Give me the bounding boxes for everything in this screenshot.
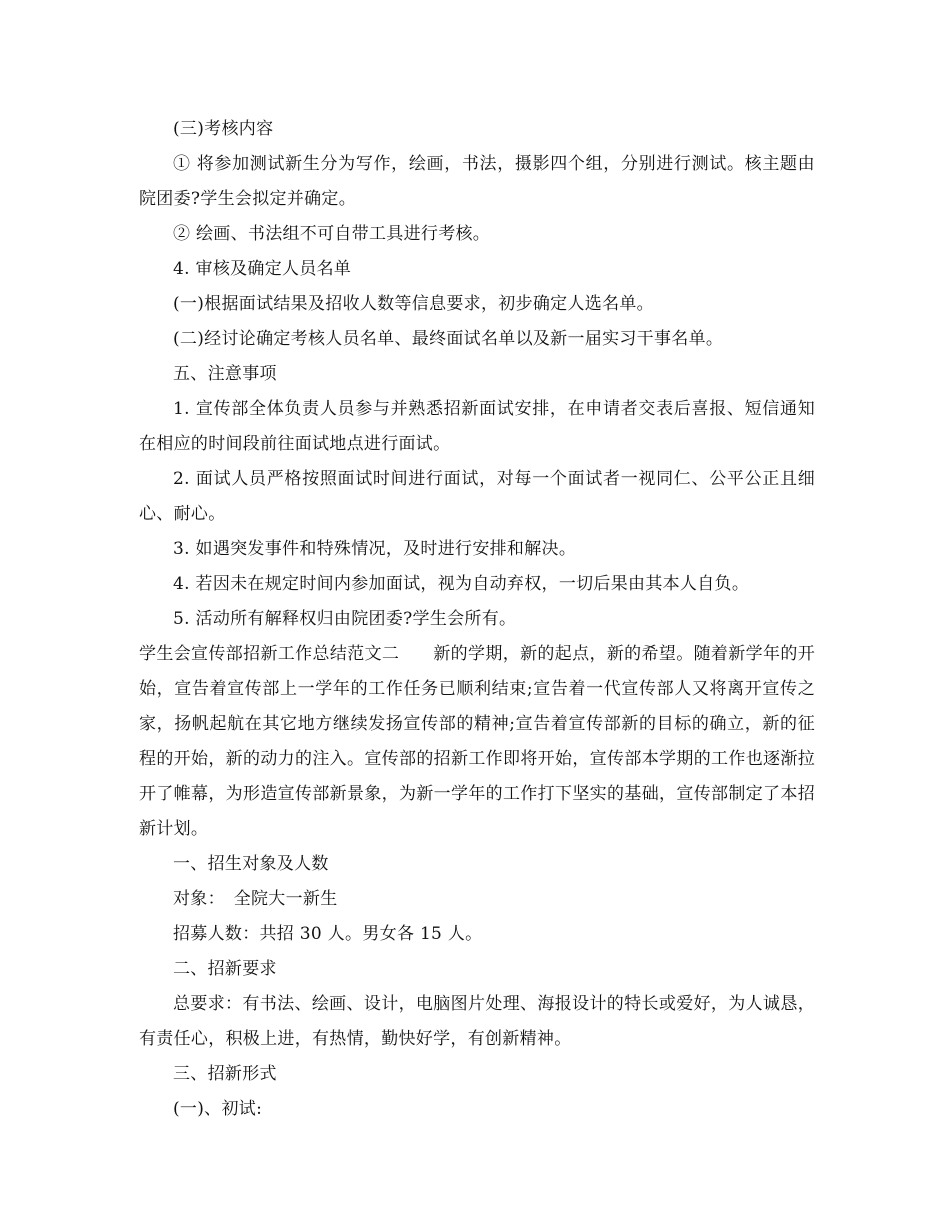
paragraph: (三)考核内容 [173,119,274,139]
paragraph: 5. 活动所有解释权归由院团委?学生会所有。 [173,609,517,629]
paragraph: 总要求：有书法、绘画、设计，电脑图片处理、海报设计的特长或爱好，为人诚恳，有责任心，积极上进，有热情，勤快好学，有创新精神。 [139,994,815,1049]
section-heading: 一、招生对象及人数 [173,854,329,874]
paragraph: (一)、初试: [173,1099,263,1119]
paragraph: ② 绘画、书法组不可自带工具进行考核。 [173,224,491,244]
paragraph: (一)根据面试结果及招收人数等信息要求，初步确定人选名单。 [173,294,654,314]
section-heading: 二、招新要求 [173,959,277,979]
section-heading: 三、招新形式 [173,1064,277,1084]
paragraph: 招募人数：共招 30 人。男女各 15 人。 [173,924,483,944]
section-heading: 五、注意事项 [173,364,277,384]
paragraph: (二)经讨论确定考核人员名单、最终面试名单以及新一届实习干事名单。 [173,329,724,349]
paragraph: 对象： 全院大一新生 [173,889,338,909]
paragraph: 2. 面试人员严格按照面试时间进行面试，对每一个面试者一视同仁、公平公正且细心、耐心。 [139,469,815,524]
paragraph: 1. 宣传部全体负责人员参与并熟悉招新面试安排，在申请者交表后喜报、短信通知在相应的时间段前往面试地点进行面试。 [139,399,815,454]
paragraph: 4. 审核及确定人员名单 [173,259,352,279]
section-intro-paragraph [139,637,815,847]
section-title: 学生会宣传部招新工作总结范文二 [139,644,400,664]
paragraph: 3. 如遇突发事件和特殊情况，及时进行安排和解决。 [173,539,577,559]
section-body: 新的学期，新的起点，新的希望。随着新学年的开始，宣告着宣传部上一学年的工作任务已顺利结束;宣告着一代宣传部人又将离开宣传之家，扬帆起航在其它地方继续发扬宣传部的精神;宣告着宣传部新的目标的确立，新的征程的开始，新的动力的注入。宣传部的招新工作即将开始，宣传部本学期的工作也逐渐拉开了帷幕，为形造宣传部新景象，为新一学年的工作打下坚实的基础，宣传部制定了本招新计划。 [139,644,815,839]
paragraph: 4. 若因未在规定时间内参加面试，视为自动弃权，一切后果由其本人自负。 [173,574,750,594]
document-body [139,112,815,1127]
paragraph: ① 将参加测试新生分为写作，绘画，书法，摄影四个组，分别进行测试。核主题由院团委?学生会拟定并确定。 [139,154,815,209]
